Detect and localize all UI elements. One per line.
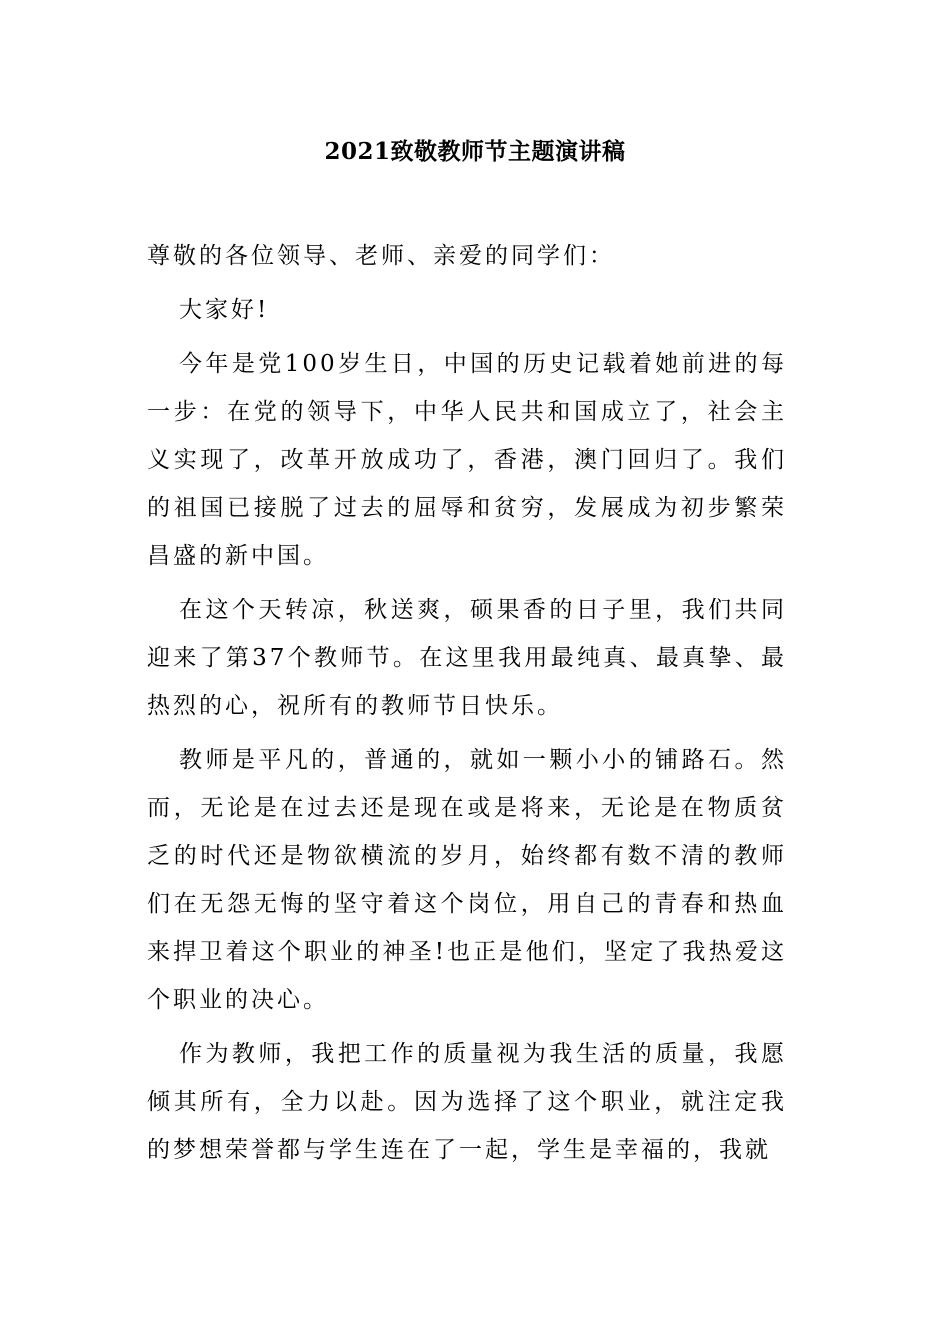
- paragraph: 在这个天转凉，秋送爽，硕果香的日子里，我们共同迎来了第37个教师节。在这里我用最纯真、最真挚、最热烈的心，祝所有的教师节日快乐。: [147, 597, 787, 719]
- document-body: [147, 232, 787, 1180]
- paragraph: 作为教师，我把工作的质量视为我生活的质量，我愿倾其所有，全力以赴。因为选择了这个职业，就注定我的梦想荣誉都与学生连在了一起，学生是幸福的，我就: [147, 1041, 787, 1163]
- paragraph: 教师是平凡的，普通的，就如一颗小小的铺路石。然而，无论是在过去还是现在或是将来，无论是在物质贫乏的时代还是物欲横流的岁月，始终都有数不清的教师们在无怨无悔的坚守着这个岗位，用自己的青春和热血来捍卫着这个职业的神圣!也正是他们，坚定了我热爱这个职业的决心。: [147, 747, 787, 1013]
- paragraph: 今年是党100岁生日，中国的历史记载着她前进的每一步：在党的领导下，中华人民共和国成立了，社会主义实现了，改革开放成功了，香港，澳门回归了。我们的祖国已接脱了过去的屈辱和贫穷，发展成为初步繁荣昌盛的新中国。: [147, 351, 787, 569]
- document-title: 2021致敬教师节主题演讲稿: [324, 138, 626, 165]
- greeting: 大家好!: [179, 297, 270, 323]
- salutation: 尊敬的各位领导、老师、亲爱的同学们：: [147, 243, 615, 269]
